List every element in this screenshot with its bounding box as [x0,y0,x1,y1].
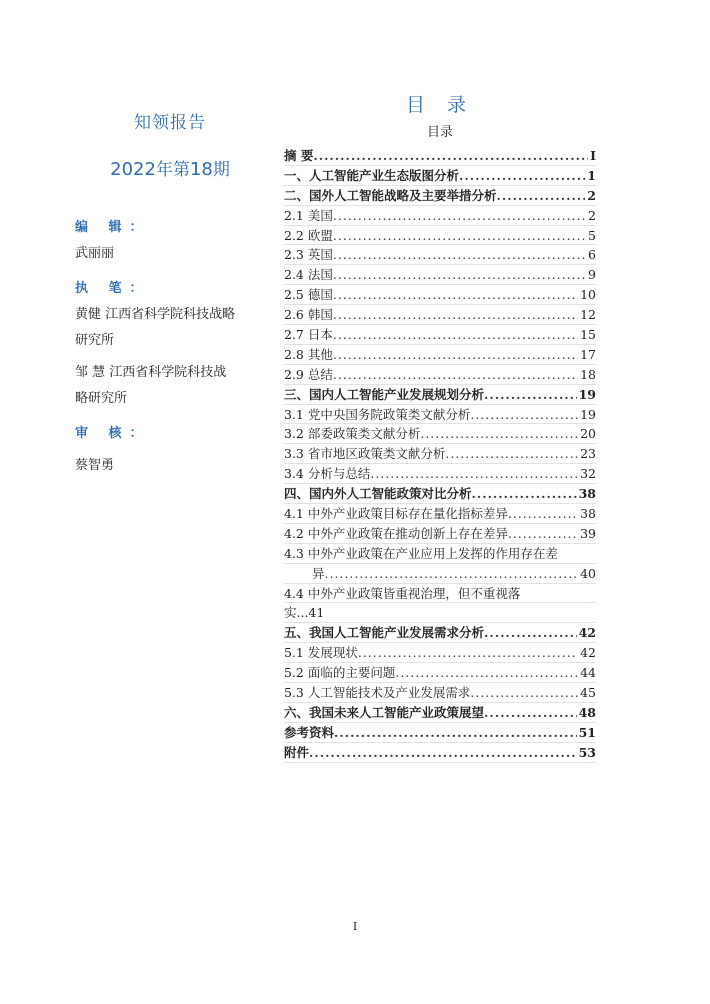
toc-entry-3-2[interactable]: 3.2 部委政策类文献分析 ..... 20 [284,424,596,444]
toc-entry-chapter-6[interactable]: 六、我国未来人工智能产业政策展望 ..... 48 [284,703,596,723]
issue-number-value: 18 [189,159,213,180]
review-label: 审 核： [75,426,151,441]
toc-entry-4-3-continued[interactable]: 异 ..... 40 [284,564,596,584]
issue-year: 2022 [110,159,156,180]
pen-author-1-line2: 研究所 [75,333,115,348]
toc-entry-4-3[interactable]: 4.3 中外产业政策在产业应用上发挥的作用存在差 [284,544,596,564]
toc-entry-5-2[interactable]: 5.2 面临的主要问题 ..... 44 [284,663,596,683]
toc-entry-chapter-2[interactable]: 二、国外人工智能战略及主要举措分析 ..... 2 [284,186,596,206]
toc-entry-references[interactable]: 参考资料 ..... 51 [284,723,596,743]
toc-entry-2-2[interactable]: 2.2 欧盟 ..... 5 [284,226,596,246]
toc-entry-2-8[interactable]: 2.8 其他 ..... 17 [284,345,596,365]
toc-entry-3-3[interactable]: 3.3 省市地区政策类文献分析 ..... 23 [284,444,596,464]
pen-author-2 [75,360,275,412]
toc-entry-2-4[interactable]: 2.4 法国 ..... 9 [284,265,596,285]
pen-author-2-line2: 略研究所 [75,391,128,406]
toc-list [284,146,596,763]
toc-entry-5-1[interactable]: 5.1 发展现状 ..... 42 [284,643,596,663]
review-name: 蔡智勇 [75,458,115,473]
pen-author-1 [75,302,275,354]
toc-entry-3-4[interactable]: 3.4 分析与总结 ..... 32 [284,464,596,484]
issue-year-suffix: 年第 [155,160,190,180]
toc-entry-chapter-3[interactable]: 三、国内人工智能产业发展规划分析 ..... 19 [284,385,596,405]
toc-entry-5-3[interactable]: 5.3 人工智能技术及产业发展需求 ..... 45 [284,683,596,703]
pen-author-2-line1: 邹 慧 江西省科学院科技战 [75,365,227,380]
editor-name: 武丽丽 [75,246,115,261]
toc-entry-2-1[interactable]: 2.1 美国 ..... 2 [284,206,596,226]
toc-entry-chapter-4[interactable]: 四、国内外人工智能政策对比分析 ..... 38 [284,484,596,504]
toc-entry-chapter-5[interactable]: 五、我国人工智能产业发展需求分析 ..... 42 [284,623,596,643]
toc-entry-appendix[interactable]: 附件 ..... 53 [284,743,596,763]
table-of-contents [284,90,596,763]
toc-entry-4-2[interactable]: 4.2 中外产业政策在推动创新上存在差异 ..... 39 [284,524,596,544]
toc-entry-2-5[interactable]: 2.5 德国 ..... 10 [284,285,596,305]
toc-entry-4-1[interactable]: 4.1 中外产业政策目标存在量化指标差异 ..... 38 [284,504,596,524]
toc-heading: 目 录 [405,94,475,116]
toc-subheading: 目录 [426,125,453,140]
report-brand-title: 知领报告 [134,113,206,133]
toc-entry-3-1[interactable]: 3.1 党中央国务院政策类文献分析 ..... 19 [284,405,596,425]
toc-entry-2-6[interactable]: 2.6 韩国 ..... 12 [284,305,596,325]
toc-entry-4-4[interactable]: 4.4 中外产业政策皆重视治理，但不重视落 [284,584,596,604]
toc-entry-2-9[interactable]: 2.9 总结 ..... 18 [284,365,596,385]
pen-label: 执 笔： [75,281,151,296]
issue-number [75,155,265,180]
toc-entry-4-4-continued[interactable]: 实...41 [284,603,596,623]
toc-entry-abstract[interactable]: 摘 要 ..... I [284,146,596,166]
issue-number-suffix: 期 [212,160,230,180]
pen-author-1-line1: 黄健 江西省科学院科技战略 [75,307,236,322]
page-number: I [352,920,358,933]
editor-label: 编 辑： [75,220,151,235]
toc-entry-chapter-1[interactable]: 一、人工智能产业生态版图分析 ..... 1 [284,166,596,186]
report-info-column [75,108,275,479]
toc-entry-2-7[interactable]: 2.7 日本 ..... 15 [284,325,596,345]
toc-entry-2-3[interactable]: 2.3 英国 ..... 6 [284,245,596,265]
